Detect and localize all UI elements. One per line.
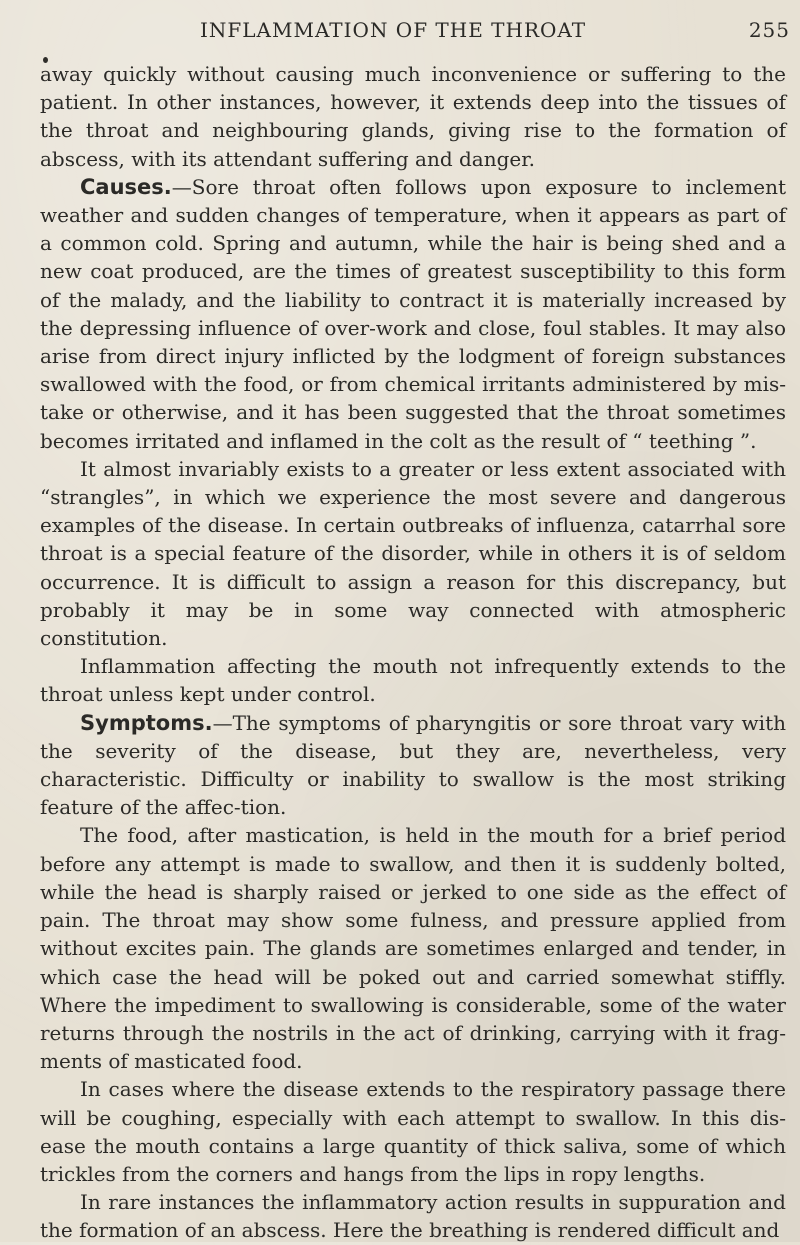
paragraph-3 xyxy=(40,455,786,652)
paragraph-text: The food, after mastication, is held in the mouth for a brief period before any attempt is made to swallow, and then it is suddenly bolted, while the head is sharply raised or jerked to one side as the effect of pain. The throat may show some fulness, and pressure applied from without excites pain. The glands are sometimes enlarged and tender, in which case the head will be poked out and carried somewhat stiffly. Where the impediment to swallowing is considerable, some of the water returns through the nostrils in the act of drinking, carrying with it frag-ments of masticated food. xyxy=(40,823,786,1074)
paragraph-1 xyxy=(40,60,786,173)
paragraph-text: It almost invariably exists to a greater or less extent associated with “strangles”, in which we experience the most severe and dangerous examples of the disease. In certain outbreaks of influenza, catarrhal sore throat is a special feature of the disorder, while in others it is of seldom occurrence. It is difficult to assign a reason for this discrepancy, but probably it may be in some way connected with atmospheric constitution. xyxy=(40,456,786,651)
paragraph-text: —The symptoms of pharyngitis or sore throat vary with the severity of the disease, but they are, nevertheless, very characteristic. Difficulty or inability to swallow is the most striking feature of the affec-tion. xyxy=(40,710,786,820)
paragraph-causes xyxy=(40,173,786,455)
paragraph-6 xyxy=(40,821,786,1075)
section-heading-causes: Causes. xyxy=(80,174,172,199)
running-header xyxy=(200,12,790,48)
paragraph-4 xyxy=(40,652,786,708)
paragraph-text: Inflammation affecting the mouth not infrequently extends to the throat unless kept under control. xyxy=(40,654,786,707)
page-number: 255 xyxy=(748,18,790,42)
section-heading-symptoms: Symptoms. xyxy=(80,710,213,735)
paragraph-text: —Sore throat often follows upon exposure to inclement weather and sudden changes of temperature, when it appears as part of a common cold. Spring and autumn, while the hair is being shed and a new coat produced, are the times of greatest susceptibility to this form of the malady, and the liability to contract it is materially increased by the depressing influence of over-work and close, foul stables. It may also arise from direct injury inflicted by the lodgment of foreign substances swallowed with the food, or from chemical irritants administered by mis-take or otherwise, and it has been suggested that the throat sometimes becomes irritated and inflamed in the colt as the result of “ teething ”. xyxy=(40,174,786,453)
paragraph-symptoms xyxy=(40,709,786,822)
body-text xyxy=(40,60,786,1245)
paragraph-text: In cases where the disease extends to the respiratory passage there will be coughing, especially with each attempt to swallow. In this dis-ease the mouth contains a large quantity of thick saliva, some of which trickles from the corners and hangs from the lips in ropy lengths. xyxy=(40,1077,786,1186)
paragraph-text: In rare instances the inflammatory action results in suppuration and the formation of an abscess. Here the breathing is rendered difficult and xyxy=(40,1190,786,1243)
paragraph-7 xyxy=(40,1075,786,1188)
paragraph-text: away quickly without causing much inconvenience or suffering to the patient. In other instances, however, it extends deep into the tissues of the throat and neighbouring glands, giving rise to the formation of abscess, with its attendant suffering and danger. xyxy=(40,62,786,171)
paragraph-8 xyxy=(40,1188,786,1244)
running-title: INFLAMMATION OF THE THROAT xyxy=(200,18,587,42)
